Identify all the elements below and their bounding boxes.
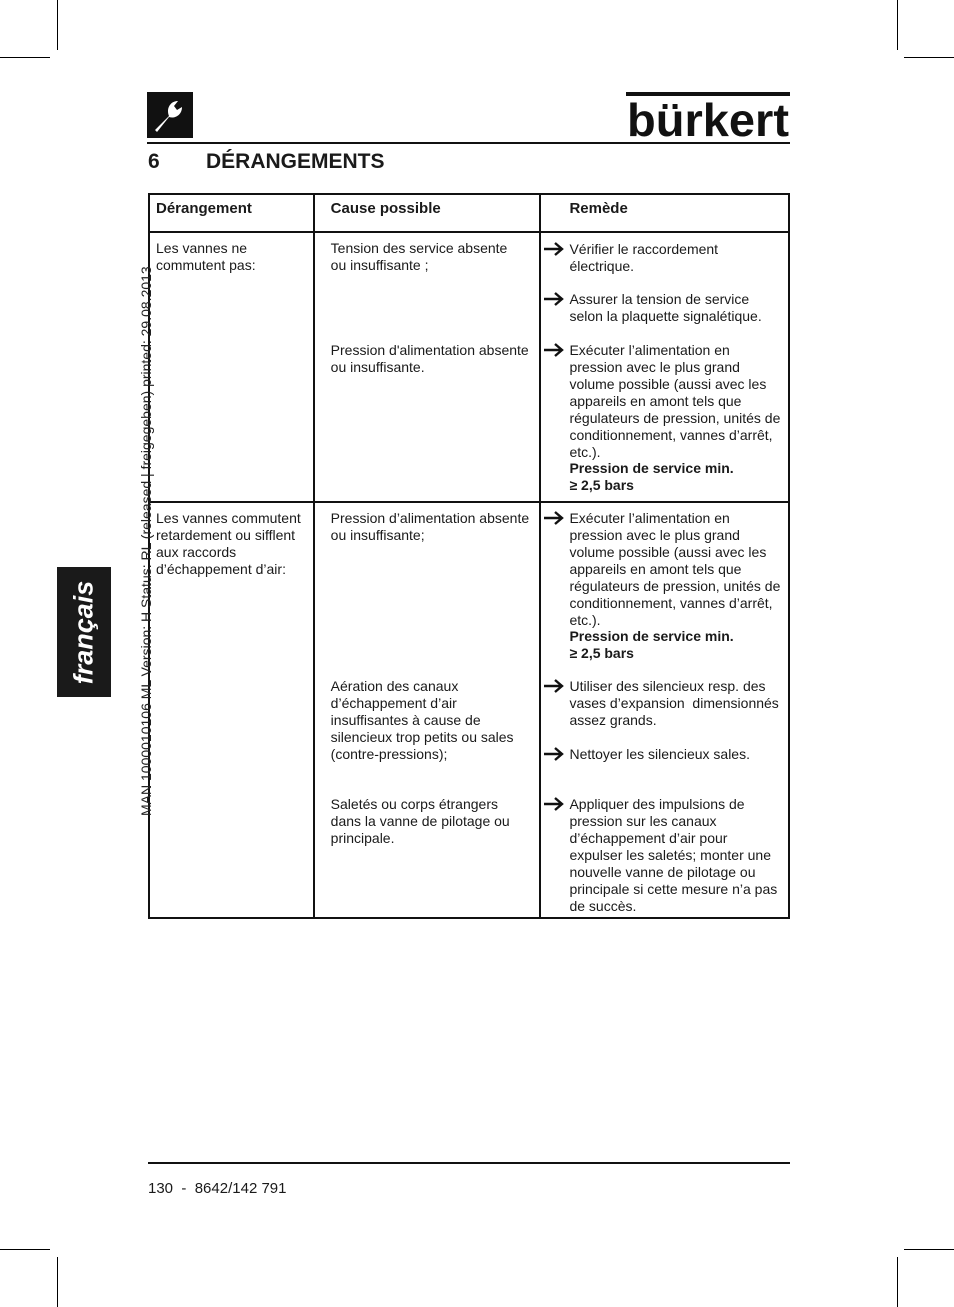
crop-mark bbox=[904, 57, 954, 58]
fault-cell bbox=[149, 502, 314, 918]
language-tab-label: français bbox=[68, 580, 99, 684]
language-tab-label-wrap bbox=[57, 567, 111, 697]
troubleshooting-table bbox=[148, 193, 790, 919]
crop-mark bbox=[57, 1257, 58, 1307]
crop-mark bbox=[57, 0, 58, 50]
fault-cell bbox=[149, 232, 314, 502]
header-fault: Dérangement bbox=[149, 194, 314, 232]
brand-logo bbox=[626, 92, 790, 140]
remedy-cell: Exécuter l’alimentation en pression avec le plus grand volume possible (aussi avec les appareils en amont tels que régulateurs de pression, unités de conditionnement, vannes d’arrêt, etc.). Pression de service min. ≥ 2,5 bars Utiliser des silencieux resp. des vases d’expansion dimensionnés assez grands. Nettoyer les silencieux sales. Appliquer des impulsions de pression sur les canaux d’échappement d’air pour expulser les saletés; monter une nouvelle vanne de pilotage ou principale si cette mesure n’a pas de succès. bbox=[540, 502, 789, 918]
footer-rule bbox=[148, 1162, 790, 1164]
svg-text:bürkert: bürkert bbox=[627, 94, 789, 140]
arrow-right-icon bbox=[543, 242, 565, 256]
cause-text: Aération des canaux d’échappement d’air insuffisantes à cause de silencieux trop petits ou sales (contre-pressions); bbox=[330, 678, 514, 762]
footer bbox=[148, 1180, 286, 1197]
document-status-note: MAN 1000010106 ML Version: H Status: RL (released | freigegeben) printed: 29.08.2013 bbox=[138, 266, 154, 816]
cause-text: Pression d’alimentation absente ou insuffisante; bbox=[330, 510, 530, 543]
arrow-right-icon bbox=[543, 511, 565, 525]
arrow-right-icon bbox=[543, 797, 565, 811]
crop-mark bbox=[0, 1249, 50, 1250]
cause-cell bbox=[314, 232, 541, 502]
fault-text: Les vannes ne commutent pas: bbox=[156, 240, 256, 273]
crop-mark bbox=[897, 0, 898, 50]
crop-mark bbox=[0, 57, 50, 58]
arrow-right-icon bbox=[543, 292, 565, 306]
arrow-right-icon bbox=[543, 747, 565, 761]
fault-text: Les vannes commutent retardement ou sifflent aux raccords d’échappement d’air: bbox=[156, 510, 301, 577]
header-remedy: Remède bbox=[540, 194, 789, 232]
footer-separator: - bbox=[181, 1180, 187, 1197]
header-cause: Cause possible bbox=[314, 194, 541, 232]
header-rule bbox=[147, 142, 790, 144]
cause-text: Tension des service absente ou insuffisante ; bbox=[330, 240, 508, 273]
section-number: 6 bbox=[148, 150, 160, 173]
arrow-right-icon bbox=[543, 343, 565, 357]
arrow-right-icon bbox=[543, 679, 565, 693]
table-row bbox=[149, 232, 789, 502]
section-heading: DÉRANGEMENTS bbox=[206, 150, 385, 173]
remedy-cell: Vérifier le raccordement électrique. Assurer la tension de service selon la plaquette signalétique. Exécuter l’alimentation en pression avec le plus grand volume possible (aussi avec les appareils en amont tels que régulateurs de pression, unités de conditionnement, vannes d’arrêt, etc.). Pression de service min. ≥ 2,5 bars bbox=[540, 232, 789, 502]
section-title bbox=[148, 150, 385, 174]
cause-text: Pression d'alimentation absente ou insuffisante. bbox=[330, 342, 529, 375]
page-number: 130 bbox=[148, 1180, 174, 1197]
crop-mark bbox=[904, 1249, 954, 1250]
cause-text: Saletés ou corps étrangers dans la vanne de pilotage ou principale. bbox=[330, 796, 510, 846]
table-row bbox=[149, 502, 789, 918]
table-header-row bbox=[149, 194, 789, 232]
document-number: 8642/142 791 bbox=[194, 1180, 287, 1197]
crop-mark bbox=[897, 1257, 898, 1307]
cause-cell bbox=[314, 502, 541, 918]
wrench-icon bbox=[147, 92, 193, 138]
